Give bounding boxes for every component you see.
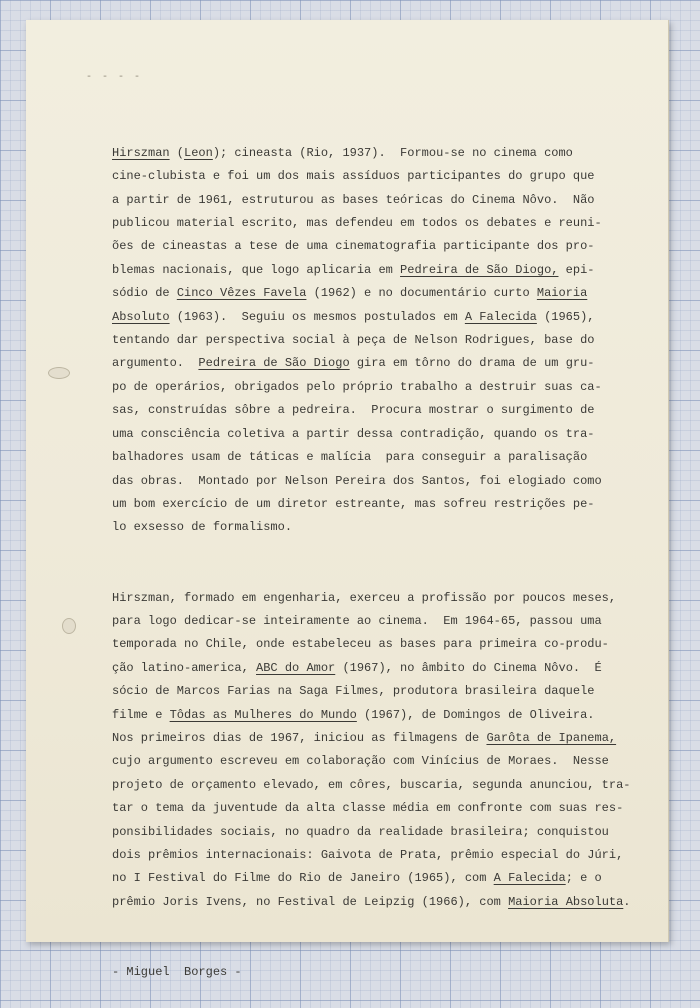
text-line [112, 657, 631, 680]
underlined-title: Hirszman [112, 145, 170, 160]
underlined-title: ABC do Amor [256, 660, 336, 675]
text-segment: (1962) e no documentário curto [306, 286, 537, 301]
text-segment: ões de cineastas a tese de uma cinematografia participante dos pro- [112, 239, 595, 254]
underlined-title: Cinco Vêzes Favela [176, 286, 307, 301]
author-signature: - Miguel Borges - [112, 965, 242, 980]
underlined-title: Pedreira de São Diogo [198, 356, 350, 371]
text-segment: um bom exercício de um diretor estreante, mas sofreu restrições pe- [112, 496, 595, 511]
text-segment: . [623, 894, 631, 909]
text-segment: (1965), [536, 309, 595, 324]
text-segment: Hirszman, formado em engenharia, exerceu a profissão por poucos meses, [112, 590, 617, 605]
text-line [112, 235, 631, 258]
text-segment: lo exsesso de formalismo. [112, 520, 293, 535]
underlined-title: Tôdas as Mulheres do Mundo [169, 707, 357, 722]
text-line [112, 212, 631, 235]
text-segment: filme e [112, 707, 170, 722]
text-segment: cujo argumento escreveu em colaboração com Vinícius de Moraes. Nesse [112, 754, 609, 769]
text-line [112, 165, 631, 188]
text-segment: publicou material escrito, mas defendeu em todos os debates e reuni- [112, 216, 602, 231]
text-line [112, 306, 631, 329]
text-line [112, 633, 631, 656]
text-segment: balhadores usam de táticas e malícia para conseguir a paralisação [112, 450, 588, 465]
text-line [112, 680, 631, 703]
text-segment: sas, construídas sôbre a pedreira. Procura mostrar o surgimento de [112, 403, 595, 418]
text-line [112, 189, 631, 212]
text-line [112, 352, 631, 375]
text-segment: ); cineasta (Rio, 1937). Formou-se no cinema como [212, 145, 573, 160]
text-line [112, 446, 631, 469]
text-segment: argumento. [112, 356, 199, 371]
text-segment: a partir de 1961, estruturou as bases teóricas do Cinema Nôvo. Não [112, 192, 595, 207]
text-line [112, 399, 631, 422]
underlined-title: Garôta de Ipanema, [486, 730, 617, 745]
paragraph-1 [112, 142, 631, 540]
text-line [112, 329, 631, 352]
underlined-title: Leon [184, 145, 213, 160]
text-line [112, 493, 631, 516]
text-line [112, 282, 631, 305]
text-line [112, 423, 631, 446]
text-segment: (1967), de Domingos de Oliveira. [356, 707, 595, 722]
typed-text [112, 95, 631, 1008]
text-line [112, 470, 631, 493]
text-segment: prêmio Joris Ivens, no Festival de Leipzig (1966), com [112, 894, 509, 909]
underlined-title: A Falecida [493, 871, 566, 886]
text-segment: sódio de [112, 286, 177, 301]
underlined-title: Maioria [536, 286, 588, 301]
text-line [112, 516, 631, 539]
text-line [112, 891, 631, 914]
text-segment: ; e o [565, 871, 602, 886]
text-segment: ção latino-america, [112, 660, 257, 675]
text-segment: blemas nacionais, que logo aplicaria em [112, 262, 401, 277]
text-line [112, 610, 631, 633]
text-line [112, 259, 631, 282]
text-segment: ponsibilidades sociais, no quadro da realidade brasileira; conquistou [112, 824, 609, 839]
text-line [112, 844, 631, 867]
text-segment: das obras. Montado por Nelson Pereira dos Santos, foi elogiado como [112, 473, 602, 488]
text-line [112, 867, 631, 890]
text-segment: tentando dar perspectiva social à peça de Nelson Rodrigues, base do [112, 333, 595, 348]
corner-pencil-mark: - - - - [86, 72, 143, 83]
text-segment: po de operários, obrigados pelo próprio trabalho a destruir suas ca- [112, 379, 602, 394]
text-segment: para logo dedicar-se inteiramente ao cinema. Em 1964-65, passou uma [112, 613, 602, 628]
text-line [112, 376, 631, 399]
text-line [112, 142, 631, 165]
text-segment: gira em tôrno do drama de um gru- [349, 356, 595, 371]
text-line [112, 750, 631, 773]
text-segment: epi- [558, 262, 595, 277]
text-segment: temporada no Chile, onde estabeleceu as bases para primeira co-produ- [112, 637, 609, 652]
paragraph-2 [112, 587, 631, 915]
text-segment: (1967), no âmbito do Cinema Nôvo. É [335, 660, 602, 675]
underlined-title: Maioria Absoluta [508, 894, 624, 909]
text-line [112, 821, 631, 844]
text-segment: dois prêmios internacionais: Gaivota de Prata, prêmio especial do Júri, [112, 848, 624, 862]
text-segment: projeto de orçamento elevado, em côres, buscaria, segunda anunciou, tra- [112, 777, 631, 792]
underlined-title: A Falecida [464, 309, 537, 324]
punch-hole-lower [62, 618, 76, 634]
text-line [112, 774, 631, 797]
text-line [112, 797, 631, 820]
punch-hole-upper [48, 367, 70, 379]
text-segment: ( [169, 145, 185, 160]
text-segment: uma consciência coletiva a partir dessa contradição, quando os tra- [112, 426, 595, 441]
text-line [112, 704, 631, 727]
text-segment: Nos primeiros dias de 1967, iniciou as filmagens de [112, 730, 487, 745]
text-line [112, 587, 631, 610]
text-segment: cine-clubista e foi um dos mais assíduos participantes do grupo que [112, 169, 595, 184]
text-segment: sócio de Marcos Farias na Saga Filmes, produtora brasileira daquele [112, 684, 595, 699]
text-line [112, 727, 631, 750]
text-segment: no I Festival do Filme do Rio de Janeiro (1965), com [112, 871, 494, 886]
text-segment: tar o tema da juventude da alta classe média em confronte com suas res- [112, 801, 624, 816]
underlined-title: Absoluto [112, 309, 170, 324]
text-segment: (1963). Seguiu os mesmos postulados em [169, 309, 465, 324]
underlined-title: Pedreira de São Diogo, [400, 262, 559, 277]
